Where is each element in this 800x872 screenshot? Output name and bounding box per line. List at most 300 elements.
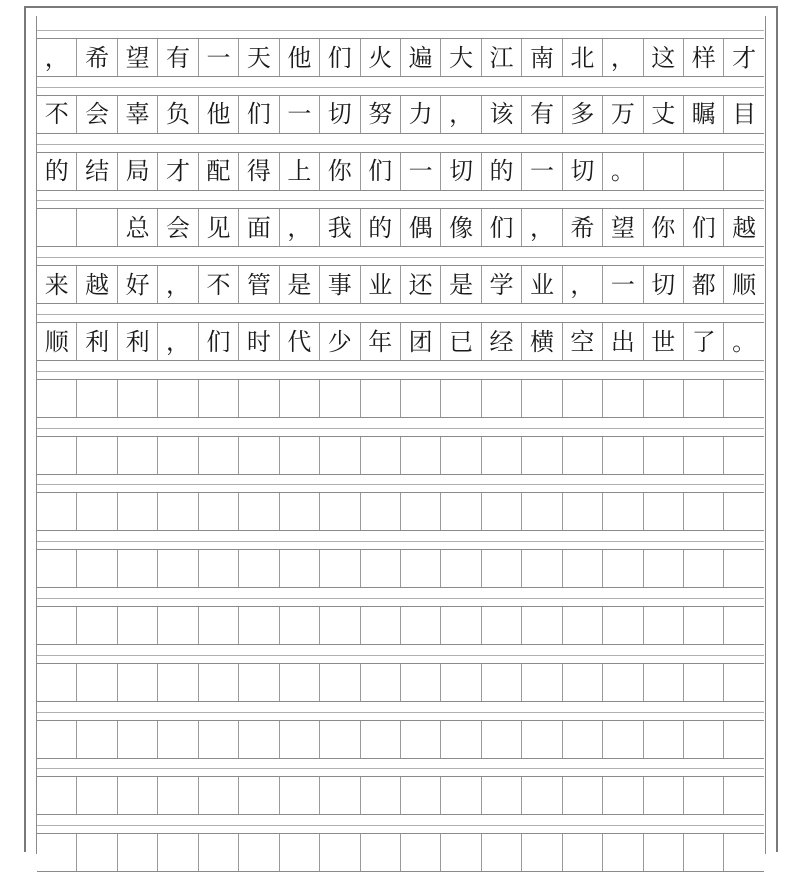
grid-row <box>37 776 764 815</box>
grid-cell: 望 <box>602 209 642 246</box>
grid-cell: 是 <box>279 266 319 303</box>
grid-cell <box>521 437 561 474</box>
grid-cell: 。 <box>723 323 763 360</box>
grid-cell: 的 <box>360 209 400 246</box>
grid-cell <box>279 607 319 644</box>
grid-cell: 年 <box>360 323 400 360</box>
grid-cell: 们 <box>683 209 723 246</box>
grid-cell: 瞩 <box>683 96 723 133</box>
grid-cell: 切 <box>643 266 683 303</box>
grid-cell: ， <box>602 39 642 76</box>
grid-cell: 才 <box>723 39 763 76</box>
grid-cell <box>723 721 763 758</box>
grid-cell <box>360 550 400 587</box>
grid-area <box>36 16 766 854</box>
grid-cell: 样 <box>683 39 723 76</box>
grid-cell: 努 <box>360 96 400 133</box>
grid-cell <box>238 777 278 814</box>
grid-row <box>37 492 764 531</box>
grid-cell <box>360 721 400 758</box>
grid-cell <box>683 493 723 530</box>
grid-cell <box>723 493 763 530</box>
grid-cell: ， <box>44 43 69 72</box>
grid-cell <box>238 550 278 587</box>
grid-cell: 万 <box>602 96 642 133</box>
grid-cell: 天 <box>238 39 278 76</box>
grid-cell: 见 <box>198 209 238 246</box>
grid-cell <box>562 664 602 701</box>
grid-cell: 多 <box>562 96 602 133</box>
grid-cell <box>198 721 238 758</box>
grid-cell <box>400 607 440 644</box>
grid-cell <box>157 380 197 417</box>
grid-cell: 们 <box>360 153 400 190</box>
grid-cell <box>360 664 400 701</box>
grid-cell <box>440 550 480 587</box>
grid-cell: 业 <box>360 266 400 303</box>
grid-cell <box>481 777 521 814</box>
grid-cell <box>400 721 440 758</box>
ruled-gap-line <box>37 30 764 31</box>
ruled-gap-line <box>37 484 764 485</box>
ruled-gap-line <box>37 768 764 769</box>
grid-cell: 总 <box>117 209 157 246</box>
grid-cell: 有 <box>521 96 561 133</box>
ruled-gap-line <box>37 428 764 429</box>
grid-cell: 都 <box>683 266 723 303</box>
grid-cell <box>602 607 642 644</box>
grid-cell: 不 <box>198 266 238 303</box>
grid-cell: 们 <box>481 209 521 246</box>
grid-cell <box>562 607 602 644</box>
grid-cell <box>198 777 238 814</box>
grid-row <box>37 379 764 418</box>
grid-cell <box>238 493 278 530</box>
grid-cell <box>76 493 116 530</box>
grid-cell: 北 <box>562 39 602 76</box>
grid-cell <box>521 607 561 644</box>
grid-row <box>37 322 764 361</box>
grid-cell: 不 <box>44 100 69 129</box>
grid-cell <box>238 664 278 701</box>
grid-row <box>37 720 764 759</box>
grid-cell: 辜 <box>117 96 157 133</box>
grid-cell: ， <box>440 96 480 133</box>
grid-cell <box>440 664 480 701</box>
grid-cell: 事 <box>319 266 359 303</box>
ruled-gap-line <box>37 87 764 88</box>
grid-cell <box>238 380 278 417</box>
grid-cell <box>117 437 157 474</box>
grid-cell <box>723 153 763 190</box>
grid-cell <box>521 380 561 417</box>
grid-cell <box>400 834 440 871</box>
grid-cell <box>683 550 723 587</box>
grid-cell: 越 <box>723 209 763 246</box>
grid-cell: 才 <box>157 153 197 190</box>
grid-cell: 希 <box>76 39 116 76</box>
grid-cell: 他 <box>279 39 319 76</box>
grid-cell: 空 <box>562 323 602 360</box>
grid-cell <box>198 437 238 474</box>
grid-cell: 一 <box>279 96 319 133</box>
grid-cell <box>602 777 642 814</box>
grid-cell: 业 <box>521 266 561 303</box>
grid-cell <box>440 834 480 871</box>
grid-cell <box>481 550 521 587</box>
grid-cell <box>319 493 359 530</box>
grid-cell <box>400 550 440 587</box>
grid-cell <box>76 664 116 701</box>
grid-row <box>37 265 764 304</box>
grid-cell <box>37 493 76 530</box>
grid-cell <box>521 777 561 814</box>
grid-cell <box>157 550 197 587</box>
grid-cell: 大 <box>440 39 480 76</box>
grid-cell <box>521 834 561 871</box>
ruled-gap-line <box>37 712 764 713</box>
grid-cell: 学 <box>481 266 521 303</box>
grid-cell: 世 <box>643 323 683 360</box>
grid-cell <box>440 380 480 417</box>
grid-cell: ， <box>562 266 602 303</box>
grid-cell <box>602 721 642 758</box>
grid-row <box>37 549 764 588</box>
ruled-gap-line <box>37 825 764 826</box>
grid-cell <box>37 664 76 701</box>
grid-cell: 一 <box>198 39 238 76</box>
grid-row <box>37 436 764 475</box>
grid-cell <box>360 437 400 474</box>
grid-cell <box>157 777 197 814</box>
grid-cell <box>319 721 359 758</box>
grid-cell: 目 <box>723 96 763 133</box>
grid-cell <box>117 664 157 701</box>
ruled-gap-line <box>37 655 764 656</box>
grid-cell: 像 <box>440 209 480 246</box>
grid-cell <box>157 437 197 474</box>
grid-cell <box>117 493 157 530</box>
grid-row <box>37 663 764 702</box>
grid-cell <box>238 721 278 758</box>
grid-cell: 横 <box>521 323 561 360</box>
grid-cell: 的 <box>481 153 521 190</box>
grid-cell <box>238 607 278 644</box>
grid-cell <box>683 153 723 190</box>
grid-cell <box>319 380 359 417</box>
grid-cell: 经 <box>481 323 521 360</box>
grid-cell <box>360 493 400 530</box>
grid-cell: 得 <box>238 153 278 190</box>
grid-cell <box>360 607 400 644</box>
grid-cell <box>643 437 683 474</box>
grid-cell <box>643 834 683 871</box>
grid-cell <box>683 437 723 474</box>
grid-cell: 们 <box>319 39 359 76</box>
grid-cell: 一 <box>521 153 561 190</box>
grid-cell <box>198 550 238 587</box>
grid-cell <box>643 153 683 190</box>
grid-cell <box>643 664 683 701</box>
grid-cell <box>521 493 561 530</box>
grid-cell <box>521 664 561 701</box>
grid-cell <box>723 550 763 587</box>
grid-cell <box>157 721 197 758</box>
grid-cell <box>643 550 683 587</box>
grid-cell <box>76 550 116 587</box>
grid-cell <box>279 834 319 871</box>
grid-cell <box>117 721 157 758</box>
grid-cell <box>319 664 359 701</box>
grid-cell: 代 <box>279 323 319 360</box>
grid-cell <box>400 380 440 417</box>
grid-cell: 他 <box>198 96 238 133</box>
grid-cell: 管 <box>238 266 278 303</box>
grid-cell <box>319 550 359 587</box>
grid-cell <box>643 721 683 758</box>
grid-cell <box>157 493 197 530</box>
grid-cell: 配 <box>198 153 238 190</box>
grid-cell <box>602 380 642 417</box>
grid-cell <box>117 550 157 587</box>
grid-cell <box>562 834 602 871</box>
grid-cell: 已 <box>440 323 480 360</box>
grid-cell <box>481 721 521 758</box>
grid-cell <box>117 834 157 871</box>
grid-cell <box>76 834 116 871</box>
grid-cell <box>683 607 723 644</box>
grid-cell <box>481 380 521 417</box>
grid-cell <box>400 437 440 474</box>
grid-cell <box>76 380 116 417</box>
grid-cell <box>37 209 76 246</box>
grid-cell <box>279 437 319 474</box>
grid-cell <box>562 493 602 530</box>
grid-cell: ， <box>157 323 197 360</box>
grid-cell <box>481 834 521 871</box>
grid-cell: 我 <box>319 209 359 246</box>
grid-cell <box>521 550 561 587</box>
grid-cell: ， <box>521 209 561 246</box>
grid-cell <box>723 664 763 701</box>
writing-paper <box>24 6 778 852</box>
grid-cell <box>643 493 683 530</box>
grid-row <box>37 38 764 77</box>
grid-cell <box>198 607 238 644</box>
grid-cell <box>37 834 76 871</box>
grid-cell <box>117 777 157 814</box>
grid-cell: 顺 <box>723 266 763 303</box>
grid-cell <box>279 550 319 587</box>
grid-row <box>37 152 764 191</box>
grid-cell: 来 <box>44 270 69 299</box>
grid-cell <box>279 380 319 417</box>
grid-cell <box>76 209 116 246</box>
grid-cell <box>157 834 197 871</box>
grid-cell <box>238 437 278 474</box>
grid-cell <box>683 777 723 814</box>
grid-cell: 好 <box>117 266 157 303</box>
grid-cell <box>481 493 521 530</box>
grid-cell <box>602 664 642 701</box>
grid-cell <box>198 380 238 417</box>
grid-cell: 们 <box>238 96 278 133</box>
grid-cell <box>360 834 400 871</box>
grid-row <box>37 208 764 247</box>
grid-cell <box>319 607 359 644</box>
grid-row <box>37 95 764 134</box>
grid-cell: 遍 <box>400 39 440 76</box>
grid-cell <box>157 664 197 701</box>
ruled-gap-line <box>37 598 764 599</box>
grid-cell: 顺 <box>44 327 69 356</box>
grid-cell <box>279 493 319 530</box>
grid-cell: 你 <box>643 209 683 246</box>
grid-cell <box>37 721 76 758</box>
grid-cell: 。 <box>602 153 642 190</box>
ruled-gap-line <box>37 541 764 542</box>
grid-cell <box>723 437 763 474</box>
ruled-gap-line <box>37 200 764 201</box>
ruled-gap-line <box>37 371 764 372</box>
grid-cell <box>37 380 76 417</box>
grid-cell: 切 <box>440 153 480 190</box>
grid-cell: 时 <box>238 323 278 360</box>
grid-cell <box>400 493 440 530</box>
grid-cell <box>521 721 561 758</box>
grid-cell: 偶 <box>400 209 440 246</box>
grid-cell: 是 <box>440 266 480 303</box>
grid-cell: 面 <box>238 209 278 246</box>
grid-cell: 切 <box>319 96 359 133</box>
grid-cell <box>562 380 602 417</box>
grid-cell: 希 <box>562 209 602 246</box>
grid-cell: 该 <box>481 96 521 133</box>
grid-cell <box>76 607 116 644</box>
grid-cell: 火 <box>360 39 400 76</box>
grid-cell: 一 <box>400 153 440 190</box>
grid-cell: 们 <box>198 323 238 360</box>
grid-cell <box>360 777 400 814</box>
grid-cell <box>562 550 602 587</box>
grid-cell: 利 <box>117 323 157 360</box>
grid-cell <box>481 607 521 644</box>
grid-cell <box>562 721 602 758</box>
grid-cell: 的 <box>44 157 69 186</box>
grid-cell <box>643 380 683 417</box>
grid-cell: 会 <box>157 209 197 246</box>
grid-cell <box>440 493 480 530</box>
grid-cell <box>440 437 480 474</box>
ruled-gap-line <box>37 314 764 315</box>
grid-cell: ， <box>157 266 197 303</box>
grid-cell <box>481 437 521 474</box>
grid-cell <box>683 380 723 417</box>
grid-cell <box>279 721 319 758</box>
grid-cell: 一 <box>602 266 642 303</box>
grid-cell <box>37 777 76 814</box>
ruled-gap-line <box>37 144 764 145</box>
grid-cell <box>319 777 359 814</box>
grid-cell <box>440 607 480 644</box>
grid-cell <box>562 777 602 814</box>
grid-cell <box>198 493 238 530</box>
grid-cell <box>643 607 683 644</box>
ruled-gap-line <box>37 257 764 258</box>
grid-cell <box>400 777 440 814</box>
grid-cell: 会 <box>76 96 116 133</box>
grid-cell <box>723 380 763 417</box>
grid-cell <box>37 607 76 644</box>
grid-cell <box>76 437 116 474</box>
grid-cell: 局 <box>117 153 157 190</box>
grid-cell <box>37 550 76 587</box>
grid-cell <box>683 721 723 758</box>
grid-cell <box>562 437 602 474</box>
grid-cell: 结 <box>76 153 116 190</box>
grid-cell: 利 <box>76 323 116 360</box>
grid-cell <box>602 834 642 871</box>
grid-cell <box>643 777 683 814</box>
grid-cell: 丈 <box>643 96 683 133</box>
grid-cell <box>279 777 319 814</box>
grid-cell: 出 <box>602 323 642 360</box>
grid-cell <box>198 834 238 871</box>
grid-cell <box>319 834 359 871</box>
grid-cell <box>440 777 480 814</box>
grid-cell: ， <box>279 209 319 246</box>
grid-cell: 南 <box>521 39 561 76</box>
grid-cell <box>76 777 116 814</box>
grid-cell <box>360 380 400 417</box>
grid-cell <box>440 721 480 758</box>
grid-cell: 团 <box>400 323 440 360</box>
grid-cell <box>37 437 76 474</box>
grid-cell <box>723 834 763 871</box>
grid-row <box>37 833 764 872</box>
grid-cell <box>602 437 642 474</box>
grid-cell <box>117 607 157 644</box>
grid-cell <box>319 437 359 474</box>
grid-cell: 你 <box>319 153 359 190</box>
grid-cell: 望 <box>117 39 157 76</box>
grid-cell <box>400 664 440 701</box>
grid-cell <box>683 664 723 701</box>
grid-cell <box>198 664 238 701</box>
grid-cell: 了 <box>683 323 723 360</box>
grid-cell: 力 <box>400 96 440 133</box>
grid-cell: 少 <box>319 323 359 360</box>
grid-cell: 负 <box>157 96 197 133</box>
grid-cell: 上 <box>279 153 319 190</box>
grid-cell <box>279 664 319 701</box>
grid-cell <box>117 380 157 417</box>
grid-cell <box>157 607 197 644</box>
grid-row <box>37 606 764 645</box>
grid-cell: 这 <box>643 39 683 76</box>
grid-cell: 切 <box>562 153 602 190</box>
grid-cell <box>481 664 521 701</box>
grid-cell: 江 <box>481 39 521 76</box>
grid-cell <box>723 777 763 814</box>
grid-cell: 越 <box>76 266 116 303</box>
grid-cell: 有 <box>157 39 197 76</box>
grid-cell <box>683 834 723 871</box>
grid-cell <box>76 721 116 758</box>
grid-cell <box>602 493 642 530</box>
grid-cell <box>723 607 763 644</box>
grid-cell <box>602 550 642 587</box>
